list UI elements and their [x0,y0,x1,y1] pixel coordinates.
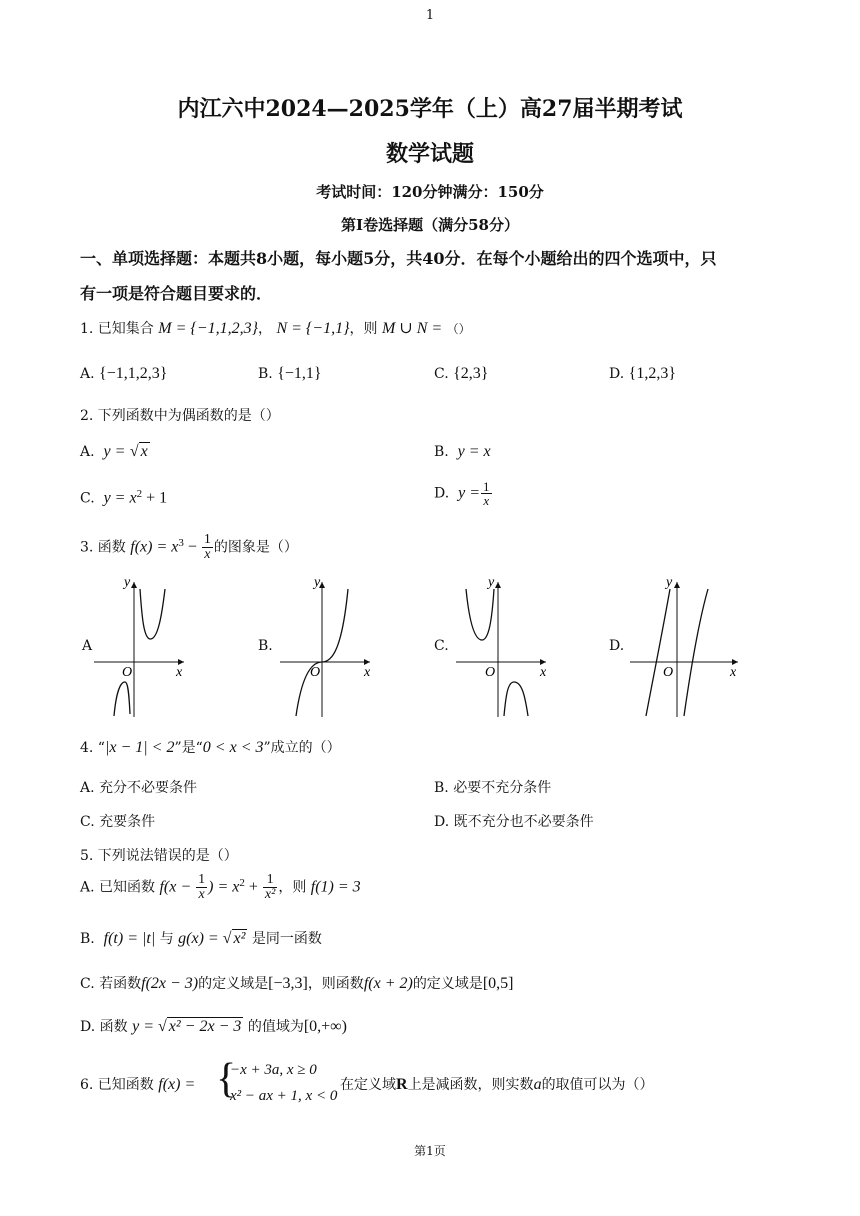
curve-right [140,589,165,639]
question-2-stem: 2. 下列函数中为偶函数的是（） [80,408,280,424]
q3-graph-c-label: C. [434,638,449,654]
q3-den: x [204,547,211,562]
q6-domain-r: R [396,1076,408,1093]
q5-option-d-label: D. [80,1019,96,1035]
q5-option-a-label: A. [80,879,95,896]
q1-option-d-value: {1,2,3} [628,365,676,382]
q2-option-d-label: D. [434,485,450,502]
q2-option-d [434,480,493,507]
q4-option-a-text: 充分不必要条件 [99,780,198,796]
q4-option-d [434,811,594,831]
q3-graph-a-label: A [82,638,93,654]
exam-info: 考试时间：120分钟满分：150分 [316,183,544,201]
q5-option-a-text2: ，则 [278,879,307,896]
q5-option-c-text1: 若函数 [99,976,142,992]
origin-label: O [122,665,133,680]
question-1-stem [80,318,471,338]
q2-option-a-lhs: y = [103,443,126,460]
q3-suffix: 的图象是（） [213,539,298,556]
q5-option-a-den2: x² [264,887,276,902]
q1-option-c [434,365,488,383]
q1-option-a-label: A. [80,366,95,382]
q3-minus: − [183,538,201,556]
q4-option-c [80,811,155,831]
q1-prefix: 1. 已知集合 [80,321,154,337]
q5-option-b-label: B. [80,931,95,947]
q5-option-a-plus: + [244,878,262,896]
q4-mid: ”是“ [174,740,203,756]
question-4-stem [80,737,341,757]
x-axis-label: x [730,665,737,680]
q2-option-c-tail: + 1 [142,489,168,507]
q5-option-a-num: 1 [198,872,206,887]
q5-option-d-text1: 函数 [99,1019,128,1035]
q6-var-a: a [533,1076,542,1093]
q6-text3: 的取值可以为（） [541,1077,654,1093]
q4-option-c-label: C. [80,814,95,830]
q5-option-a-sup: 2 [239,876,245,889]
q3-lhs: f(x) = x [130,538,179,556]
q6-suffix-row [340,1074,654,1094]
q4-open: 4. “ [80,740,105,756]
question-5-stem: 5. 下列说法错误的是（） [80,848,238,864]
q5-option-b-f: f(t) = |t| [103,930,156,947]
q2-option-a-radicand: x [140,443,148,460]
q5-option-a-f: f(x − [159,878,196,896]
q5-option-d-y: y = [132,1018,158,1035]
q5-option-a-text1: 已知函数 [99,879,156,896]
x-axis-label: x [540,665,547,680]
origin-label: O [310,665,321,680]
curve-left [466,589,494,640]
q5-option-a-num2: 1 [263,873,277,888]
q2-option-c-expr: y = x [103,489,137,507]
subject-title: 数学试题 [385,141,474,167]
q3-graph-d-label: D. [609,638,625,654]
q5-option-c-domain2: [0,5] [482,975,514,992]
part-heading: 第Ⅰ卷选择题（满分58分） [341,216,519,234]
q3-num: 1 [203,532,211,547]
q2-option-b-expr: y = x [457,443,491,460]
q1-set-n: N = {−1,1} [276,320,350,337]
q2-option-d-den: x [483,493,490,508]
q5-option-c-domain1: [−3,3] [268,975,308,992]
q5-option-c-text4: 的定义域是 [412,976,483,992]
section-heading-line2: 有一项是符合题目要求的． [80,284,273,303]
q6-brace: { [216,1056,237,1102]
q4-option-c-text: 充要条件 [99,814,156,830]
q1-option-b-label: B. [258,366,273,382]
q5-option-a-rhs: ) = x [208,878,240,896]
q6-lhs: f(x) = [158,1076,196,1093]
q4-option-b-label: B. [434,780,449,796]
q6-text1: 在定义域 [340,1077,396,1093]
question-3-stem [80,533,298,562]
q6-prefix-row [80,1074,195,1094]
q6-case1: −x + 3a, x ≥ 0 [230,1062,317,1078]
q2-option-a: A. y = √ x [80,443,148,460]
q2-option-a-label: A. [80,444,95,460]
q5-option-c-label: C. [80,976,95,992]
q4-close: ”成立的（） [263,740,341,756]
q1-paren: （） [446,322,471,336]
q1-option-b [258,365,322,383]
q4-option-a [80,777,197,797]
curve-right [504,682,528,716]
x-axis-label: x [176,665,183,680]
q4-option-d-label: D. [434,814,450,830]
q5-option-b-text2: 是同一函数 [251,931,322,947]
q5-option-c-f1: f(2x − 3) [141,975,199,992]
q3-prefix: 3. 函数 [80,539,126,556]
section-heading-line1: 一、单项选择题：本题共8小题，每小题5分，共40分．在每个小题给出的四个选项中，只 [80,249,717,268]
q3-graph-b [278,574,378,719]
q2-option-c-sup: 2 [136,488,143,500]
q3-graph-c [454,574,554,719]
q1-option-a [80,365,167,383]
q2-option-d-lhs: y = [458,484,480,502]
q3-sup: 3 [178,536,184,549]
q1-set-m: M = {−1,1,2,3} [158,320,258,337]
page-footer: 第1页 [414,1144,446,1158]
q2-option-c-label: C. [80,490,95,507]
q5-option-b: B. f(t) = |t| 与 g(x) = √ x² 是同一函数 [80,930,322,947]
q1-option-c-label: C. [434,366,449,382]
q3-graph-d [626,574,744,719]
q4-option-b [434,777,551,797]
q6-text2: 上是减函数，则实数 [407,1077,534,1093]
y-axis-label: y [314,575,321,590]
q4-option-a-label: A. [80,780,95,796]
y-axis-label: y [666,575,673,590]
q5-option-b-radicand: x² [233,930,246,947]
q5-option-d-radicand: x² − 2x − 3 [168,1018,242,1035]
x-axis-label: x [364,665,371,680]
q5-option-d-text2: 的值域为 [247,1019,304,1035]
q5-option-a [80,873,361,902]
q5-option-a-result: f(1) = 3 [310,878,361,896]
q1-option-d [609,365,676,383]
origin-label: O [663,665,674,680]
curve-right [684,589,708,716]
q1-option-d-label: D. [609,366,625,382]
q2-option-b-label: B. [434,444,449,460]
curve-left [114,682,130,716]
q4-option-b-text: 必要不充分条件 [453,780,552,796]
q5-option-c-text2: 的定义域是 [198,976,269,992]
page-number-top: 1 [425,8,435,23]
q1-option-b-value: {−1,1} [277,365,322,382]
y-axis-label: y [124,575,131,590]
q3-graph-b-label: B. [258,638,273,654]
q5-option-d: D. 函数 y = √ x² − 2x − 3 的值域为[0,+∞) [80,1018,347,1035]
q5-option-b-text1: 与 [159,931,174,947]
y-axis-label: y [488,575,495,590]
curve-left [646,589,670,716]
q4-cond2: 0 < x < 3 [202,739,264,756]
q5-option-b-g: g(x) = [178,930,223,947]
q2-option-c [80,488,167,508]
q1-suffix: ，则 [349,321,378,337]
q1-sep: ， [257,321,272,337]
q1-option-c-value: {2,3} [453,365,489,382]
exam-title: 内江六中2024—2025学年（上）高27届半期考试 [177,96,683,122]
q1-option-a-value: {−1,1,2,3} [99,365,168,382]
q4-option-d-text: 既不充分也不必要条件 [453,814,594,830]
q3-graph-a [92,574,202,719]
q1-union: M ∪ N = [381,320,443,337]
q2-option-b [434,443,491,461]
q5-option-a-den: x [198,887,205,902]
q4-cond1: |x − 1| < 2 [104,739,175,756]
q6-case2: x² − ax + 1, x < 0 [230,1088,338,1104]
q5-option-d-range: [0,+∞) [303,1018,347,1035]
q6-prefix: 6. 已知函数 [80,1077,154,1093]
q5-option-c [80,973,513,993]
q2-option-d-num: 1 [483,479,490,494]
q5-option-c-f2: f(x + 2) [363,975,413,992]
q5-option-c-text3: ，则函数 [307,976,364,992]
origin-label: O [485,665,496,680]
